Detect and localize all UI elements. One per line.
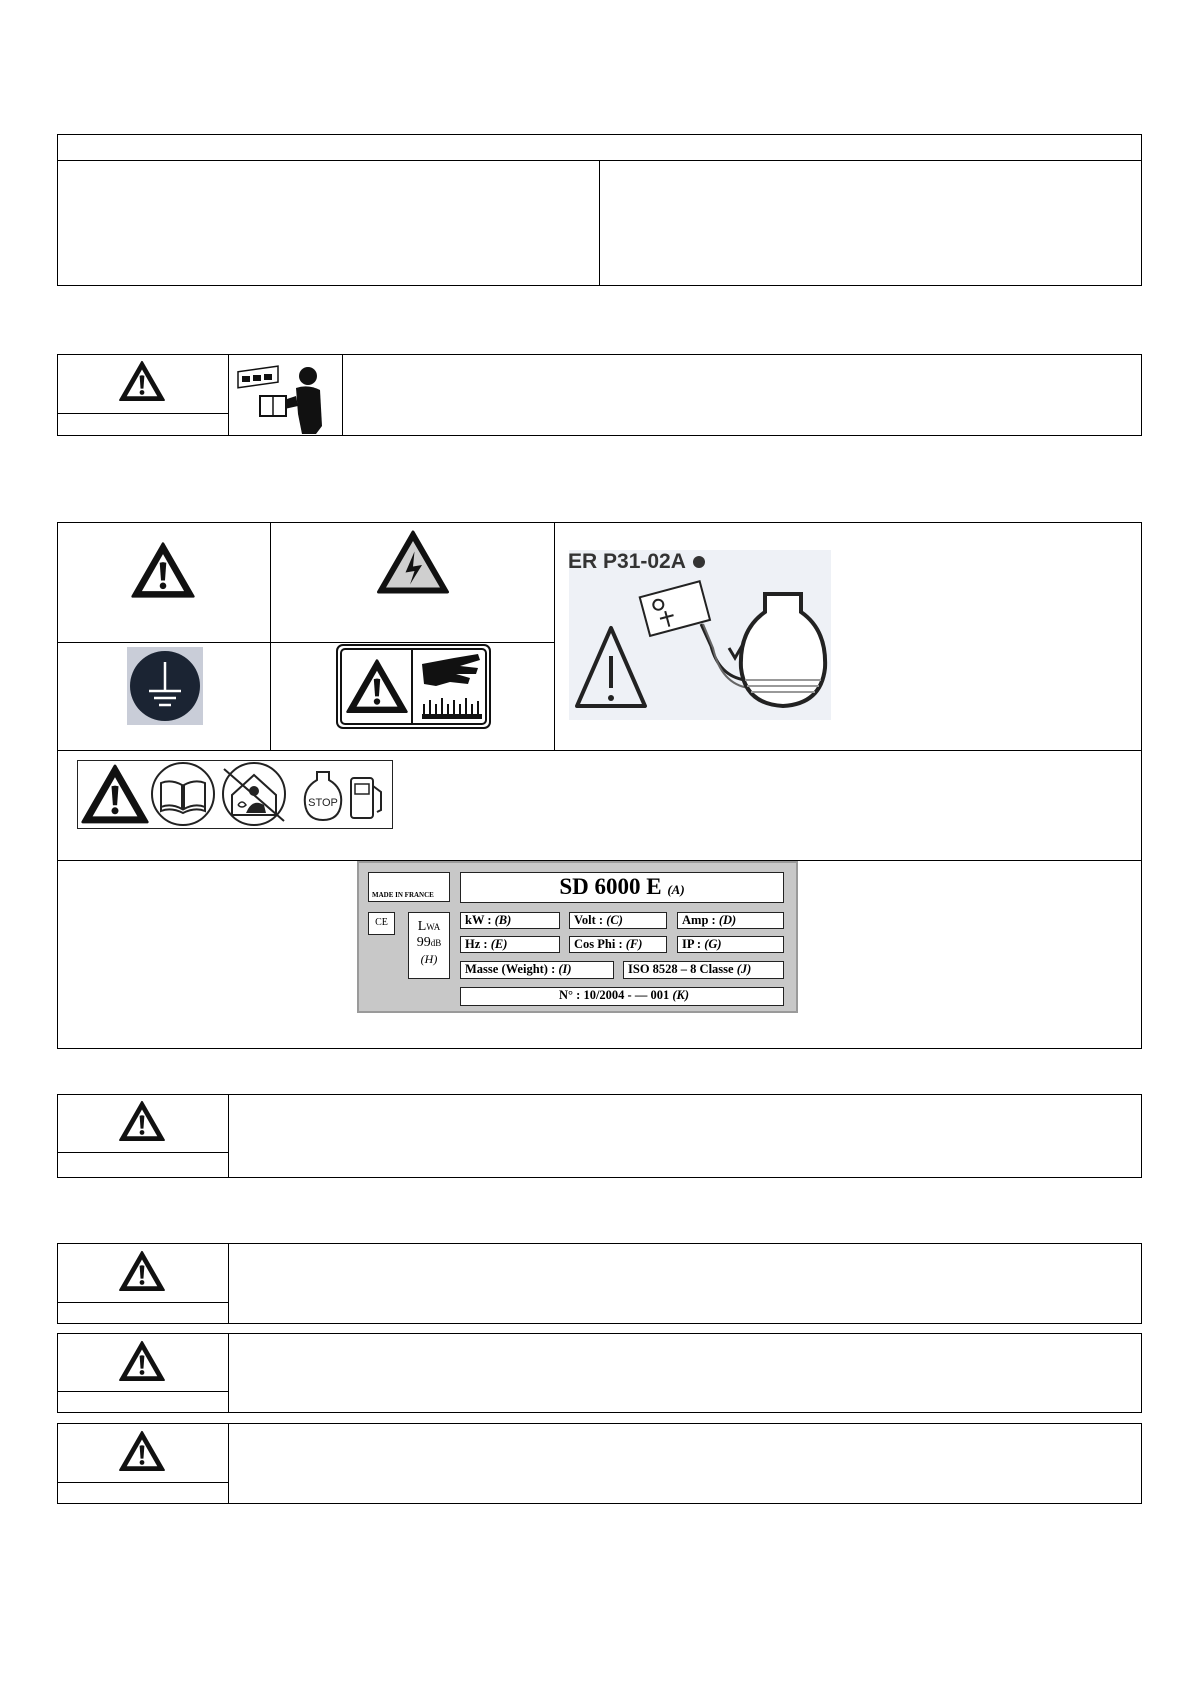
- made-in-label: MADE IN FRANCE: [372, 891, 434, 899]
- warning-triangle-icon: [118, 1250, 166, 1292]
- labels-row-divider-2: [57, 750, 1142, 751]
- stop-engine-refuel-icon: [293, 766, 389, 824]
- manual-notice-divider-2: [342, 354, 343, 436]
- manual-notice-warning-underline: [57, 413, 228, 414]
- hz-label: Hz :: [465, 937, 491, 951]
- warning-row-1-divider: [228, 1094, 229, 1178]
- lwa-unit: dB: [430, 938, 442, 948]
- masse-field: [460, 961, 614, 979]
- ce-mark: [368, 912, 395, 935]
- lwa-value: [409, 935, 449, 951]
- labels-row-divider-1: [57, 642, 554, 643]
- lwa-letter: (H): [420, 952, 438, 966]
- warning-triangle-icon: [118, 1100, 166, 1142]
- read-manual-icon: [149, 761, 217, 828]
- masse-label: Masse (Weight) :: [465, 962, 559, 976]
- masse-letter: (I): [558, 962, 572, 976]
- warning-row-2-divider: [228, 1243, 229, 1324]
- ip-label: IP :: [682, 937, 705, 951]
- made-in-france-cell: [368, 872, 450, 902]
- warning-triangle-icon: [130, 541, 196, 599]
- cosphi-label: Cos Phi :: [574, 937, 626, 951]
- warning-row-2-underline: [57, 1302, 228, 1303]
- model-letter: (A): [667, 882, 685, 897]
- warning-triangle-icon: [118, 1430, 166, 1472]
- kw-label: kW :: [465, 913, 495, 927]
- manual-notice-table: [57, 354, 1142, 436]
- ip-letter: (G): [704, 937, 722, 951]
- amp-letter: (D): [718, 913, 737, 927]
- volt-letter: (C): [606, 913, 623, 927]
- lwa-l: L: [417, 919, 427, 934]
- labels-divider-1: [270, 522, 271, 750]
- manual-notice-divider-1: [228, 354, 229, 436]
- iso-letter: (J): [736, 962, 752, 976]
- ce-mark-text: CE: [375, 917, 388, 928]
- hz-letter: (E): [490, 937, 508, 951]
- person-reading-manual-icon: [236, 356, 336, 434]
- header-table-column-divider: [599, 160, 600, 286]
- warning-triangle-icon: [80, 763, 150, 825]
- iso-field: [623, 961, 784, 979]
- er-code-dot: [693, 556, 705, 568]
- lwa-number: 99: [416, 935, 431, 950]
- serial-letter: (K): [672, 988, 689, 1002]
- warning-row-4-underline: [57, 1482, 228, 1483]
- warning-row-4: [57, 1423, 1142, 1504]
- cosphi-field: [569, 936, 667, 953]
- lwa-label: [409, 919, 449, 935]
- oil-level-icon: [569, 576, 831, 720]
- warning-row-1: [57, 1094, 1142, 1178]
- ip-field: [677, 936, 784, 953]
- lwa-cell: [408, 912, 450, 979]
- stop-text: STOP: [308, 797, 338, 809]
- warning-row-3-underline: [57, 1391, 228, 1392]
- hot-surface-icon: [336, 644, 491, 729]
- earth-ground-icon: [127, 647, 203, 725]
- kw-letter: (B): [494, 913, 512, 927]
- serial-label: N° : 10/2004 - — 001: [559, 988, 673, 1002]
- labels-divider-2: [554, 522, 555, 750]
- hz-field: [460, 936, 560, 953]
- volt-label: Volt :: [574, 913, 607, 927]
- warning-triangle-icon: [118, 1340, 166, 1382]
- kw-field: [460, 912, 560, 929]
- amp-label: Amp :: [682, 913, 719, 927]
- lwa-sub: WA: [426, 922, 441, 932]
- warning-row-3: [57, 1333, 1142, 1413]
- cosphi-letter: (F): [625, 937, 643, 951]
- electric-hazard-icon: [375, 529, 451, 595]
- warning-triangle-icon: [118, 360, 166, 402]
- toxic-fumes-icon: [218, 761, 290, 828]
- model-name: SD 6000 E: [559, 874, 662, 899]
- iso-label: ISO 8528 – 8 Classe: [628, 962, 737, 976]
- model-cell: [460, 872, 784, 903]
- volt-field: [569, 912, 667, 929]
- warning-row-1-underline: [57, 1152, 228, 1153]
- er-code-label: ER P31-02A: [568, 550, 686, 573]
- warning-row-2: [57, 1243, 1142, 1324]
- warning-row-3-divider: [228, 1333, 229, 1413]
- serial-field: [460, 987, 784, 1006]
- warning-row-4-divider: [228, 1423, 229, 1504]
- amp-field: [677, 912, 784, 929]
